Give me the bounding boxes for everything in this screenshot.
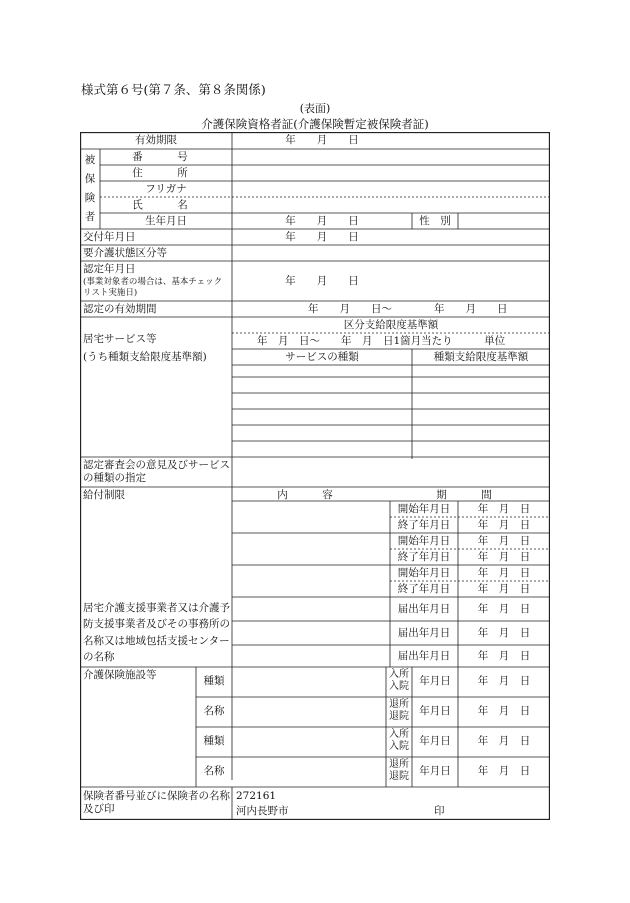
admission-date-value: 年 月 日 — [477, 735, 531, 747]
filed-date-label: 届出年月日 — [397, 650, 451, 662]
facility-kind-label: 種類 — [203, 735, 225, 747]
insurer-name: 河内長野市 — [236, 805, 289, 817]
period-header: 期 間 — [436, 489, 504, 501]
discharge-date-value: 年 月 日 — [477, 765, 531, 777]
provider-label: 居宅介護支援事業者又は介護予防支援事業者及びその事務所の名称又は地域包括支援センターの名称 — [83, 602, 230, 663]
facility-kind-label: 種類 — [203, 675, 225, 687]
insured-char-1: 被 — [84, 154, 96, 166]
form-number: 様式第６号(第７条、第８条関係) — [81, 82, 266, 97]
admission-ymd-label: 年月日 — [419, 675, 451, 687]
issue-date-label: 交付年月日 — [83, 231, 136, 243]
cert-date-label: 認定年月日 — [83, 263, 136, 275]
admission-label: 入所 入院 — [389, 729, 409, 752]
insured-char-4: 者 — [84, 211, 96, 223]
insurer-label: 保険者番号並びに保険者の名称及び印 — [83, 790, 230, 815]
end-date-value: 年 月 日 — [477, 583, 531, 595]
start-date-value: 年 月 日 — [477, 567, 531, 579]
name-label: 氏 名 — [132, 199, 200, 211]
issue-date-value: 年 月 日 — [285, 231, 359, 243]
certificate-form — [80, 132, 550, 820]
type-limit-amount-header: 種類支給限度基準額 — [433, 351, 529, 363]
home-service-label: 居宅サービス等 — [83, 333, 157, 345]
admission-date-value: 年 月 日 — [477, 675, 531, 687]
end-date-label: 終了年月日 — [397, 551, 451, 563]
number-label: 番 号 — [132, 151, 200, 163]
facility-name-label: 名称 — [203, 705, 225, 717]
discharge-ymd-label: 年月日 — [419, 705, 451, 717]
limit-label: 区分支給限度基準額 — [343, 319, 439, 331]
furigana-label: フリガナ — [145, 183, 187, 195]
discharge-ymd-label: 年月日 — [419, 765, 451, 777]
filed-date-label: 届出年月日 — [397, 627, 451, 639]
filed-date-label: 届出年月日 — [397, 603, 451, 615]
seal-mark: 印 — [434, 805, 445, 817]
sex-label: 性 別 — [419, 215, 451, 227]
content-header: 内 容 — [277, 489, 345, 501]
start-date-value: 年 月 日 — [477, 503, 531, 515]
discharge-label: 退所 退院 — [389, 759, 409, 782]
start-date-label: 開始年月日 — [397, 503, 451, 515]
validity-label: 有効期限 — [135, 134, 177, 146]
cert-date-value: 年 月 日 — [285, 275, 359, 287]
facility-label: 介護保険施設等 — [83, 669, 157, 681]
validity-date: 年 月 日 — [285, 134, 359, 146]
start-date-label: 開始年月日 — [397, 535, 451, 547]
admission-ymd-label: 年月日 — [419, 735, 451, 747]
cert-date-note: (事業対象者の場合は、基本チェックリスト実施日) — [83, 277, 223, 298]
insured-char-2: 保 — [84, 173, 96, 185]
discharge-date-value: 年 月 日 — [477, 705, 531, 717]
committee-label: 認定審査会の意見及びサービスの種類の指定 — [83, 459, 230, 484]
form-title: 介護保険資格者証(介護保険暫定被保険者証) — [201, 117, 429, 131]
admission-label: 入所 入院 — [389, 669, 409, 692]
service-type-header: サービスの種類 — [285, 351, 359, 363]
birthdate-value: 年 月 日 — [285, 215, 359, 227]
per-month-value: 年 月 日～ 年 月 日1箇月当たり 単位 — [257, 335, 506, 347]
filed-date-value: 年 月 日 — [477, 603, 531, 615]
care-level-label: 要介護状態区分等 — [83, 247, 167, 259]
end-date-value: 年 月 日 — [477, 519, 531, 531]
facility-name-label: 名称 — [203, 765, 225, 777]
filed-date-value: 年 月 日 — [477, 627, 531, 639]
discharge-label: 退所 退院 — [389, 699, 409, 722]
end-date-label: 終了年月日 — [397, 583, 451, 595]
filed-date-value: 年 月 日 — [477, 650, 531, 662]
cert-period-label: 認定の有効期間 — [83, 303, 157, 315]
address-label: 住 所 — [132, 167, 200, 179]
insured-char-3: 険 — [84, 192, 96, 204]
start-date-value: 年 月 日 — [477, 535, 531, 547]
type-limit-label: (うち種類支給限度基準額) — [83, 351, 207, 363]
cert-period-value: 年 月 日～ 年 月 日 — [308, 303, 508, 315]
side-label: (表面) — [299, 102, 331, 115]
birthdate-label: 生年月日 — [145, 215, 187, 227]
insurer-number: 272161 — [236, 790, 277, 802]
start-date-label: 開始年月日 — [397, 567, 451, 579]
end-date-label: 終了年月日 — [397, 519, 451, 531]
end-date-value: 年 月 日 — [477, 551, 531, 563]
benefit-limit-label: 給付制限 — [83, 489, 125, 501]
